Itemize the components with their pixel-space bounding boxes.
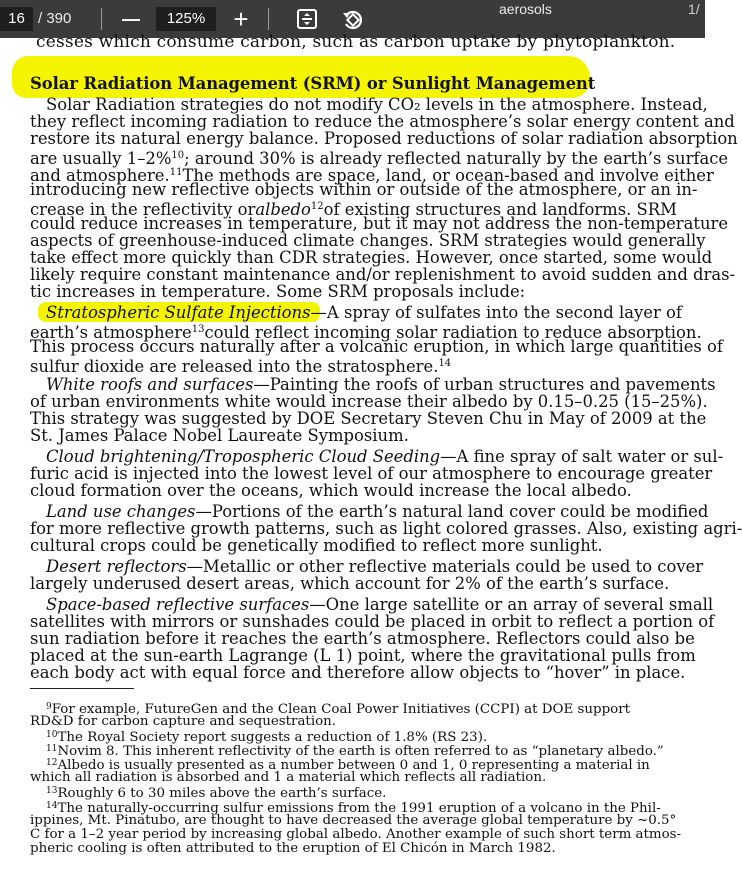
fit-to-page-icon xyxy=(296,8,318,30)
paragraph-line: St. James Palace Nobel Laureate Symposium. xyxy=(30,426,409,445)
paragraph-line: they reflect incoming radiation to reduce the atmosphere’s solar energy content and xyxy=(30,112,735,131)
paragraph-line: aspects of greenhouse-induced climate changes. SRM strategies would generally xyxy=(30,231,706,250)
paragraph-line: sun radiation before it reaches the earth’s atmosphere. Reflectors could also be xyxy=(30,629,695,648)
section-heading: Solar Radiation Management (SRM) or Sunlight Management xyxy=(30,74,596,93)
paragraph-line: earth’s atmosphere13could reflect incoming solar radiation to reduce absorption. xyxy=(30,323,702,342)
document-page xyxy=(0,32,742,872)
footnote: RD&D for carbon capture and sequestration. xyxy=(30,714,337,729)
paragraph-line: take effect more quickly than CDR strategies. However, once started, some would xyxy=(30,248,713,267)
footnote: C for a 1–2 year period by increasing global albedo. Another example of such short term atmos- xyxy=(30,827,682,842)
paragraph-line: cultural crops could be genetically modified to reflect more sunlight. xyxy=(30,536,603,555)
zoom-in-button[interactable]: + xyxy=(233,3,249,34)
rotate-button[interactable] xyxy=(337,4,367,34)
paragraph-line: introducing new reflective objects within or outside of the atmosphere, or an in- xyxy=(30,180,698,199)
paragraph-line: likely require constant maintenance and/or replenishment to avoid sudden and dras- xyxy=(30,265,736,284)
paragraph-line: are usually 1–2%10; around 30% is already reflected naturally by the earth’s surface xyxy=(30,149,729,168)
toolbar-divider xyxy=(101,8,102,30)
footnote: $^{14}$The naturally-occurring sulfur emissions from the 1991 eruption of a volcano in the Phil- xyxy=(46,801,661,816)
search-match-count: 1/ xyxy=(688,1,700,17)
paragraph-line: for more reflective growth patterns, such as light colored grasses. Also, existing agri- xyxy=(30,519,742,538)
paragraph-line: could reduce increases in temperature, but it may not address the non-temperature xyxy=(30,214,729,233)
rotate-icon xyxy=(340,7,364,31)
cut-off-previous-line: cesses which consume carbon, such as carbon uptake by phytoplankton. xyxy=(36,32,676,52)
paragraph-line: Land use changes—Portions of the earth’s natural land cover could be modified xyxy=(46,502,709,521)
paragraph-line: sulfur dioxide are released into the stratosphere.$^{14}$ xyxy=(30,357,452,376)
page-total: / 390 xyxy=(38,10,72,27)
footnote: $^9$For example, FutureGen and the Clean Coal Power Initiatives (CCPI) at DOE support xyxy=(46,702,631,717)
paragraph-line: of urban environments white would increase their albedo by 0.15–0.25 (15–25%). xyxy=(30,392,708,411)
footnote: which all radiation is absorbed and 1 a material which reflects all radiation. xyxy=(30,770,547,785)
paragraph-line: crease in the reflectivity oralbedo12of existing structures and landforms. SRM xyxy=(30,200,677,219)
paragraph-line: satellites with mirrors or sunshades could be placed in orbit to reflect a portion of xyxy=(30,612,715,631)
paragraph-line: furic acid is injected into the lowest level of our atmosphere to encourage greater xyxy=(30,464,713,483)
footnote: ippines, Mt. Pinatubo, are thought to have decreased the average global temperature by ~0.5° xyxy=(30,813,677,828)
paragraph-line: Cloud brightening/Tropospheric Cloud Seeding—A fine spray of salt water or sul- xyxy=(46,447,724,466)
paragraph-line: each body act with equal force and therefore allow objects to “hover” in place. xyxy=(30,663,686,682)
paragraph-line: placed at the sun-earth Lagrange (L 1) point, where the gravitational pulls from xyxy=(30,646,696,665)
paragraph-line: tic increases in temperature. Some SRM proposals include: xyxy=(30,282,526,301)
fit-page-button[interactable] xyxy=(293,4,321,34)
paragraph-line: and atmosphere.11The methods are space, land, or ocean-based and involve either xyxy=(30,166,714,185)
paragraph-line: largely underused desert areas, which account for 2% of the earth’s surface. xyxy=(30,574,670,593)
zoom-out-button[interactable]: — xyxy=(122,8,140,29)
paragraph-line: Desert reflectors—Metallic or other reflective materials could be used to cover xyxy=(46,557,704,576)
footnote: $^{11}$Novim 8. This inherent reflectivity of the earth is often referred to as “planetary albedo.” xyxy=(46,744,664,759)
toolbar-divider xyxy=(268,8,269,30)
page-number-input[interactable]: 16 xyxy=(0,7,33,31)
paragraph-line: Solar Radiation strategies do not modify CO₂ levels in the atmosphere. Instead, xyxy=(46,95,708,114)
footnote: $^{12}$Albedo is usually presented as a number between 0 and 1, 0 representing a material in xyxy=(46,758,650,773)
paragraph-line: cloud formation over the oceans, which would increase the local albedo. xyxy=(30,481,632,500)
paragraph-line: Space-based reflective surfaces—One large satellite or an array of several small xyxy=(46,595,714,614)
paragraph-line: This process occurs naturally after a volcanic eruption, in which large quantities of xyxy=(30,337,723,356)
paragraph-line: Stratospheric Sulfate Injections—A spray of sulfates into the second layer of xyxy=(46,303,682,322)
paragraph-line: This strategy was suggested by DOE Secretary Steven Chu in May of 2009 at the xyxy=(30,409,707,428)
footnote-divider xyxy=(30,688,134,689)
search-term[interactable]: aerosols xyxy=(499,1,552,17)
footnote: pheric cooling is often attributed to the eruption of El Chicón in March 1982. xyxy=(30,841,556,856)
paragraph-line: White roofs and surfaces—Painting the roofs of urban structures and pavements xyxy=(46,375,716,394)
footnote: $^{10}$The Royal Society report suggests a reduction of 1.8% (RS 23). xyxy=(46,730,488,745)
paragraph-line: restore its natural energy balance. Proposed reductions of solar radiation absorption xyxy=(30,129,738,148)
zoom-level-input[interactable]: 125% xyxy=(156,7,216,31)
footnote: $^{13}$Roughly 6 to 30 miles above the earth’s surface. xyxy=(46,786,387,801)
